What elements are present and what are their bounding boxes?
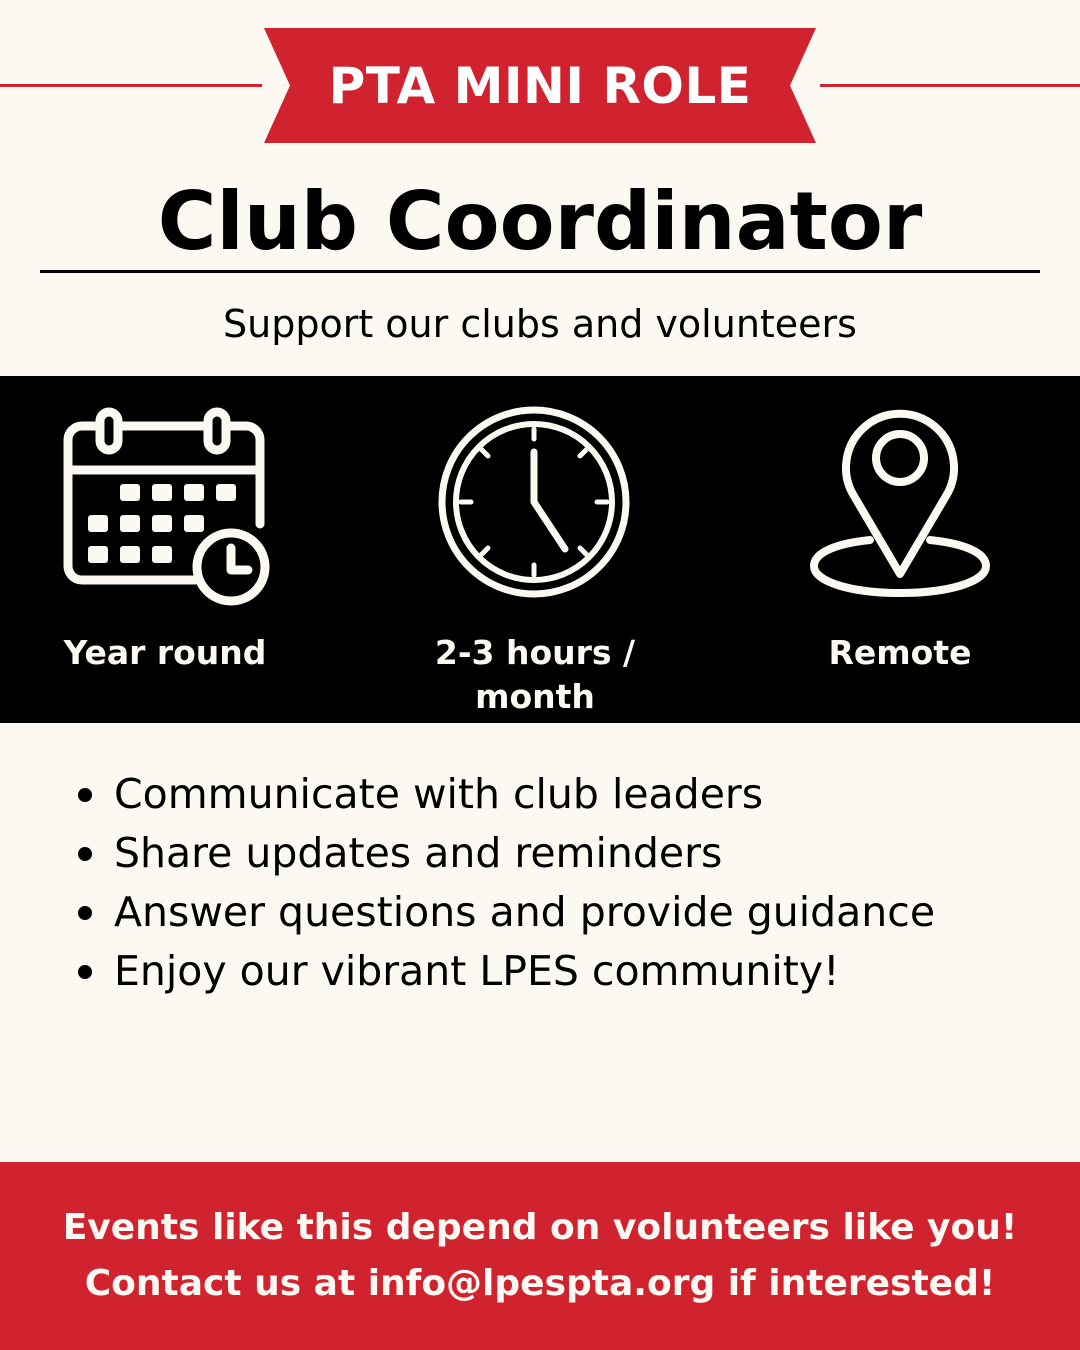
- list-item: [72, 883, 1052, 942]
- duty-text: Answer questions and provide guidance: [114, 888, 936, 936]
- detail-hours: [380, 376, 690, 723]
- bullet-dot: [78, 847, 92, 861]
- list-item: [72, 765, 1052, 824]
- page-subtitle: Support our clubs and volunteers: [223, 302, 857, 346]
- detail-label: Year round: [63, 633, 267, 672]
- duty-text: Communicate with club leaders: [114, 770, 764, 818]
- details-band: [0, 376, 1080, 723]
- bullet-dot: [78, 906, 92, 920]
- banner-label: PTA MINI ROLE: [328, 56, 752, 115]
- calendar-clock-icon: [40, 376, 290, 616]
- list-item: [72, 824, 1052, 883]
- list-item: [72, 942, 1052, 1001]
- clock-icon: [380, 376, 690, 616]
- bullet-dot: [78, 788, 92, 802]
- duties-list: [72, 765, 1052, 1001]
- footer-line-2: Contact us at info@lpespta.org if interested!: [84, 1263, 996, 1304]
- banner-line-left: [0, 84, 262, 87]
- detail-remote: [780, 376, 1020, 723]
- detail-label: Remote: [828, 633, 972, 672]
- footer-line-1: Events like this depend on volunteers like you!: [62, 1207, 1018, 1248]
- page-title: Club Coordinator: [157, 175, 923, 268]
- detail-year-round: [40, 376, 290, 723]
- duty-text: Enjoy our vibrant LPES community!: [114, 947, 840, 995]
- location-pin-icon: [780, 376, 1020, 616]
- banner-line-right: [820, 84, 1080, 87]
- footer-banner: [0, 1162, 1080, 1350]
- bullet-dot: [78, 965, 92, 979]
- duty-text: Share updates and reminders: [114, 829, 723, 877]
- title-divider: [40, 270, 1040, 273]
- detail-label: 2-3 hours / month: [434, 633, 636, 716]
- role-banner: [264, 28, 816, 143]
